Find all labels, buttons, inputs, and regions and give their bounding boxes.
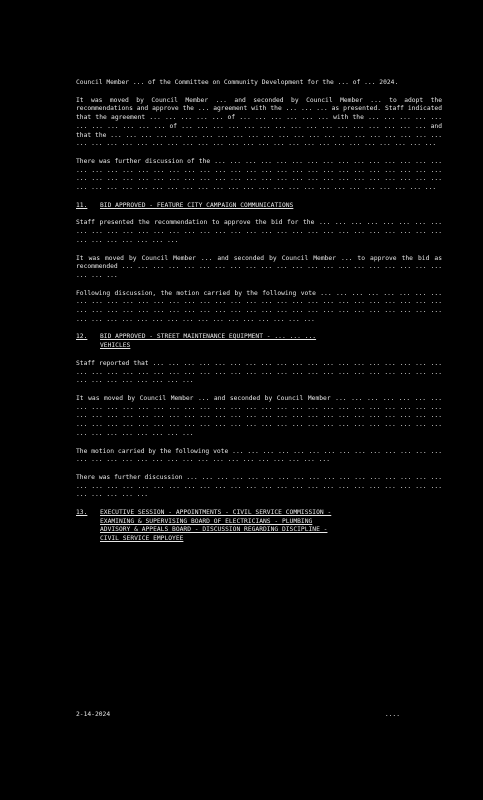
agenda-item-number: 11. xyxy=(76,201,88,209)
paragraph: There was further discussion ... ... ... ... ... ... ... ... ... ... ... ... ... ... ... ... ... ... ... ... ... ... ... ... ... ... ... ... ... ... ... ... ... ... ... ... ... ... ... ... ... ... ... ... ... ... xyxy=(76,473,442,499)
paragraph: Following discussion, the motion carried by the following vote ... ... ... ... ... ... ... ... ... ... ... ... ... ... ... ... ... ... ... ... ... ... ... ... ... ... ... ... ... ... ... ... ... ... ... ... ... ... ... ... ... ... ... ... ... ... ... ... ... ... ... ... ... ... ... ... ... ... ... ... ... ... ... ... ... ... ... ... ... ... ... ... xyxy=(76,289,442,323)
paragraph: It was moved by Council Member ... and seconded by Council Member ... ... ... ... ... ... ... ... ... ... ... ... ... ... ... ... ... ... ... ... ... ... ... ... ... ... ... ... ... ... ... ... ... ... ... ... ... ... ... ... ... ... ... ... ... ... ... ... ... ... ... ... ... ... ... ... ... ... ... ... ... ... ... ... ... ... ... ... ... ... ... ... ... ... ... ... ... ... ... ... ... ... ... ... ... ... ... xyxy=(76,394,442,437)
paragraph: Staff reported that ... ... ... ... ... ... ... ... ... ... ... ... ... ... ... ... ... ... ... ... ... ... ... ... ... ... ... ... ... ... ... ... ... ... ... ... ... ... ... ... ... ... ... ... ... ... ... ... ... ... ... xyxy=(76,359,442,385)
agenda-item-number: 13. xyxy=(76,509,88,517)
agenda-item-heading xyxy=(76,202,442,211)
agenda-item-title: BID APPROVED - FEATURE CITY CAMPAIGN COMMUNICATIONS xyxy=(100,201,294,209)
paragraph: It was moved by Council Member ... and seconded by Council Member ... to approve the bid as recommended ... ... ... ... ... ... ... ... ... ... ... ... ... ... ... ... ... ... ... ... ... ... ... ... xyxy=(76,254,442,279)
paragraph: The motion carried by the following vote ... ... ... ... ... ... ... ... ... ... ... ... ... ... ... ... ... ... ... ... ... ... ... ... ... ... ... ... ... ... ... xyxy=(76,447,442,464)
footer-page-number: .... xyxy=(384,711,400,718)
agenda-item-heading xyxy=(76,333,442,350)
minutes-page xyxy=(76,79,442,553)
paragraph: It was moved by Council Member ... and seconded by Council Member ... to adopt the recommendations and approve the ... agreement with the ... ... ... as presented. Staff indicated that the agreement ... ... ... ... ... of ... ... ... ... ... ... with the ... ... ... ... ... ... ... ... ... ... ... of ... ... ... ... ... ... ... ... ... ... ... ... ... ... ... ... and that the ... ... ... ... ... ... ... ... ... ... ... ... ... ... ... ... ... ... ... ... ... ... ... ... ... ... ... ... ... ... ... ... ... ... ... ... ... ... ... ... ... ... ... ... ... ... xyxy=(76,96,442,148)
agenda-item-number: 12. xyxy=(76,333,88,341)
paragraph: Staff presented the recommendation to approve the bid for the ... ... ... ... ... ... ... ... ... ... ... ... ... ... ... ... ... ... ... ... ... ... ... ... ... ... ... ... ... ... ... ... ... ... ... ... ... ... ... xyxy=(76,219,442,244)
page-footer xyxy=(76,711,400,720)
intro-paragraph: Council Member ... of the Committee on Community Development for the ... of ... 2024. xyxy=(76,79,399,86)
footer-date: 2-14-2024 xyxy=(76,711,111,718)
agenda-item-title: BID APPROVED - STREET MAINTENANCE EQUIPMENT - ... ... ... VEHICLES xyxy=(100,333,317,350)
paragraph: There was further discussion of the ... ... ... ... ... ... ... ... ... ... ... ... ... ... ... ... ... ... ... ... ... ... ... ... ... ... ... ... ... ... ... ... ... ... ... ... ... ... ... ... ... ... ... ... ... ... ... ... ... ... ... ... ... ... ... ... ... ... ... ... ... ... ... ... ... ... ... ... ... ... ... ... ... ... ... ... ... ... ... ... ... ... ... ... ... ... ... xyxy=(76,157,442,192)
agenda-item-title: EXECUTIVE SESSION - APPOINTMENTS - CIVIL SERVICE COMMISSION - EXAMINING & SUPERVISING BOARD OF ELECTRICIANS - PLUMBING ADVISORY & APPEALS BOARD - DISCUSSION REGARDING DISCIPLINE - CIVIL SERVICE EMPLOYEE xyxy=(100,509,332,543)
agenda-item-heading xyxy=(76,509,442,544)
